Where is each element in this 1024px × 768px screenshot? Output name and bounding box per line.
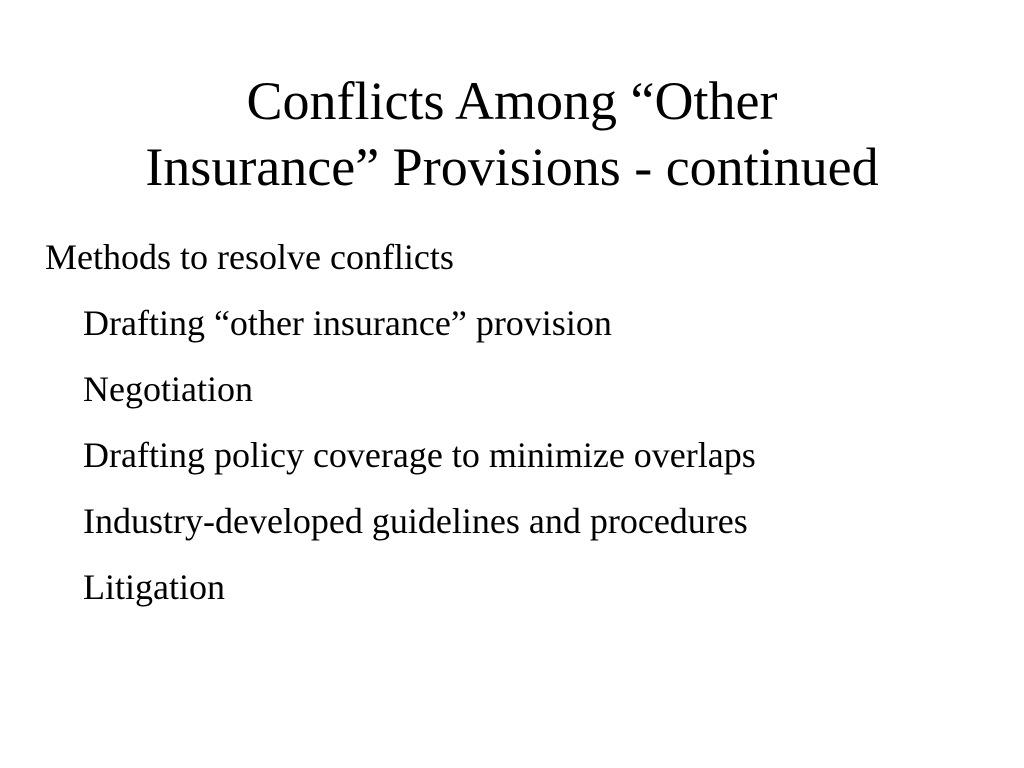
list-item: Drafting “other insurance” provision	[83, 303, 612, 343]
slide-body	[45, 232, 995, 612]
slide-title-line-1: Conflicts Among “Other	[246, 71, 778, 131]
method-list	[45, 298, 995, 612]
section-heading: Methods to resolve conflicts	[45, 237, 454, 277]
list-item: Industry-developed guidelines and procedures	[83, 501, 748, 541]
slide-title	[0, 68, 1024, 200]
slide-title-line-2: Insurance” Provisions - continued	[145, 137, 879, 197]
list-item: Drafting policy coverage to minimize overlaps	[83, 435, 756, 475]
list-item: Negotiation	[83, 369, 253, 409]
list-item: Litigation	[83, 567, 225, 607]
